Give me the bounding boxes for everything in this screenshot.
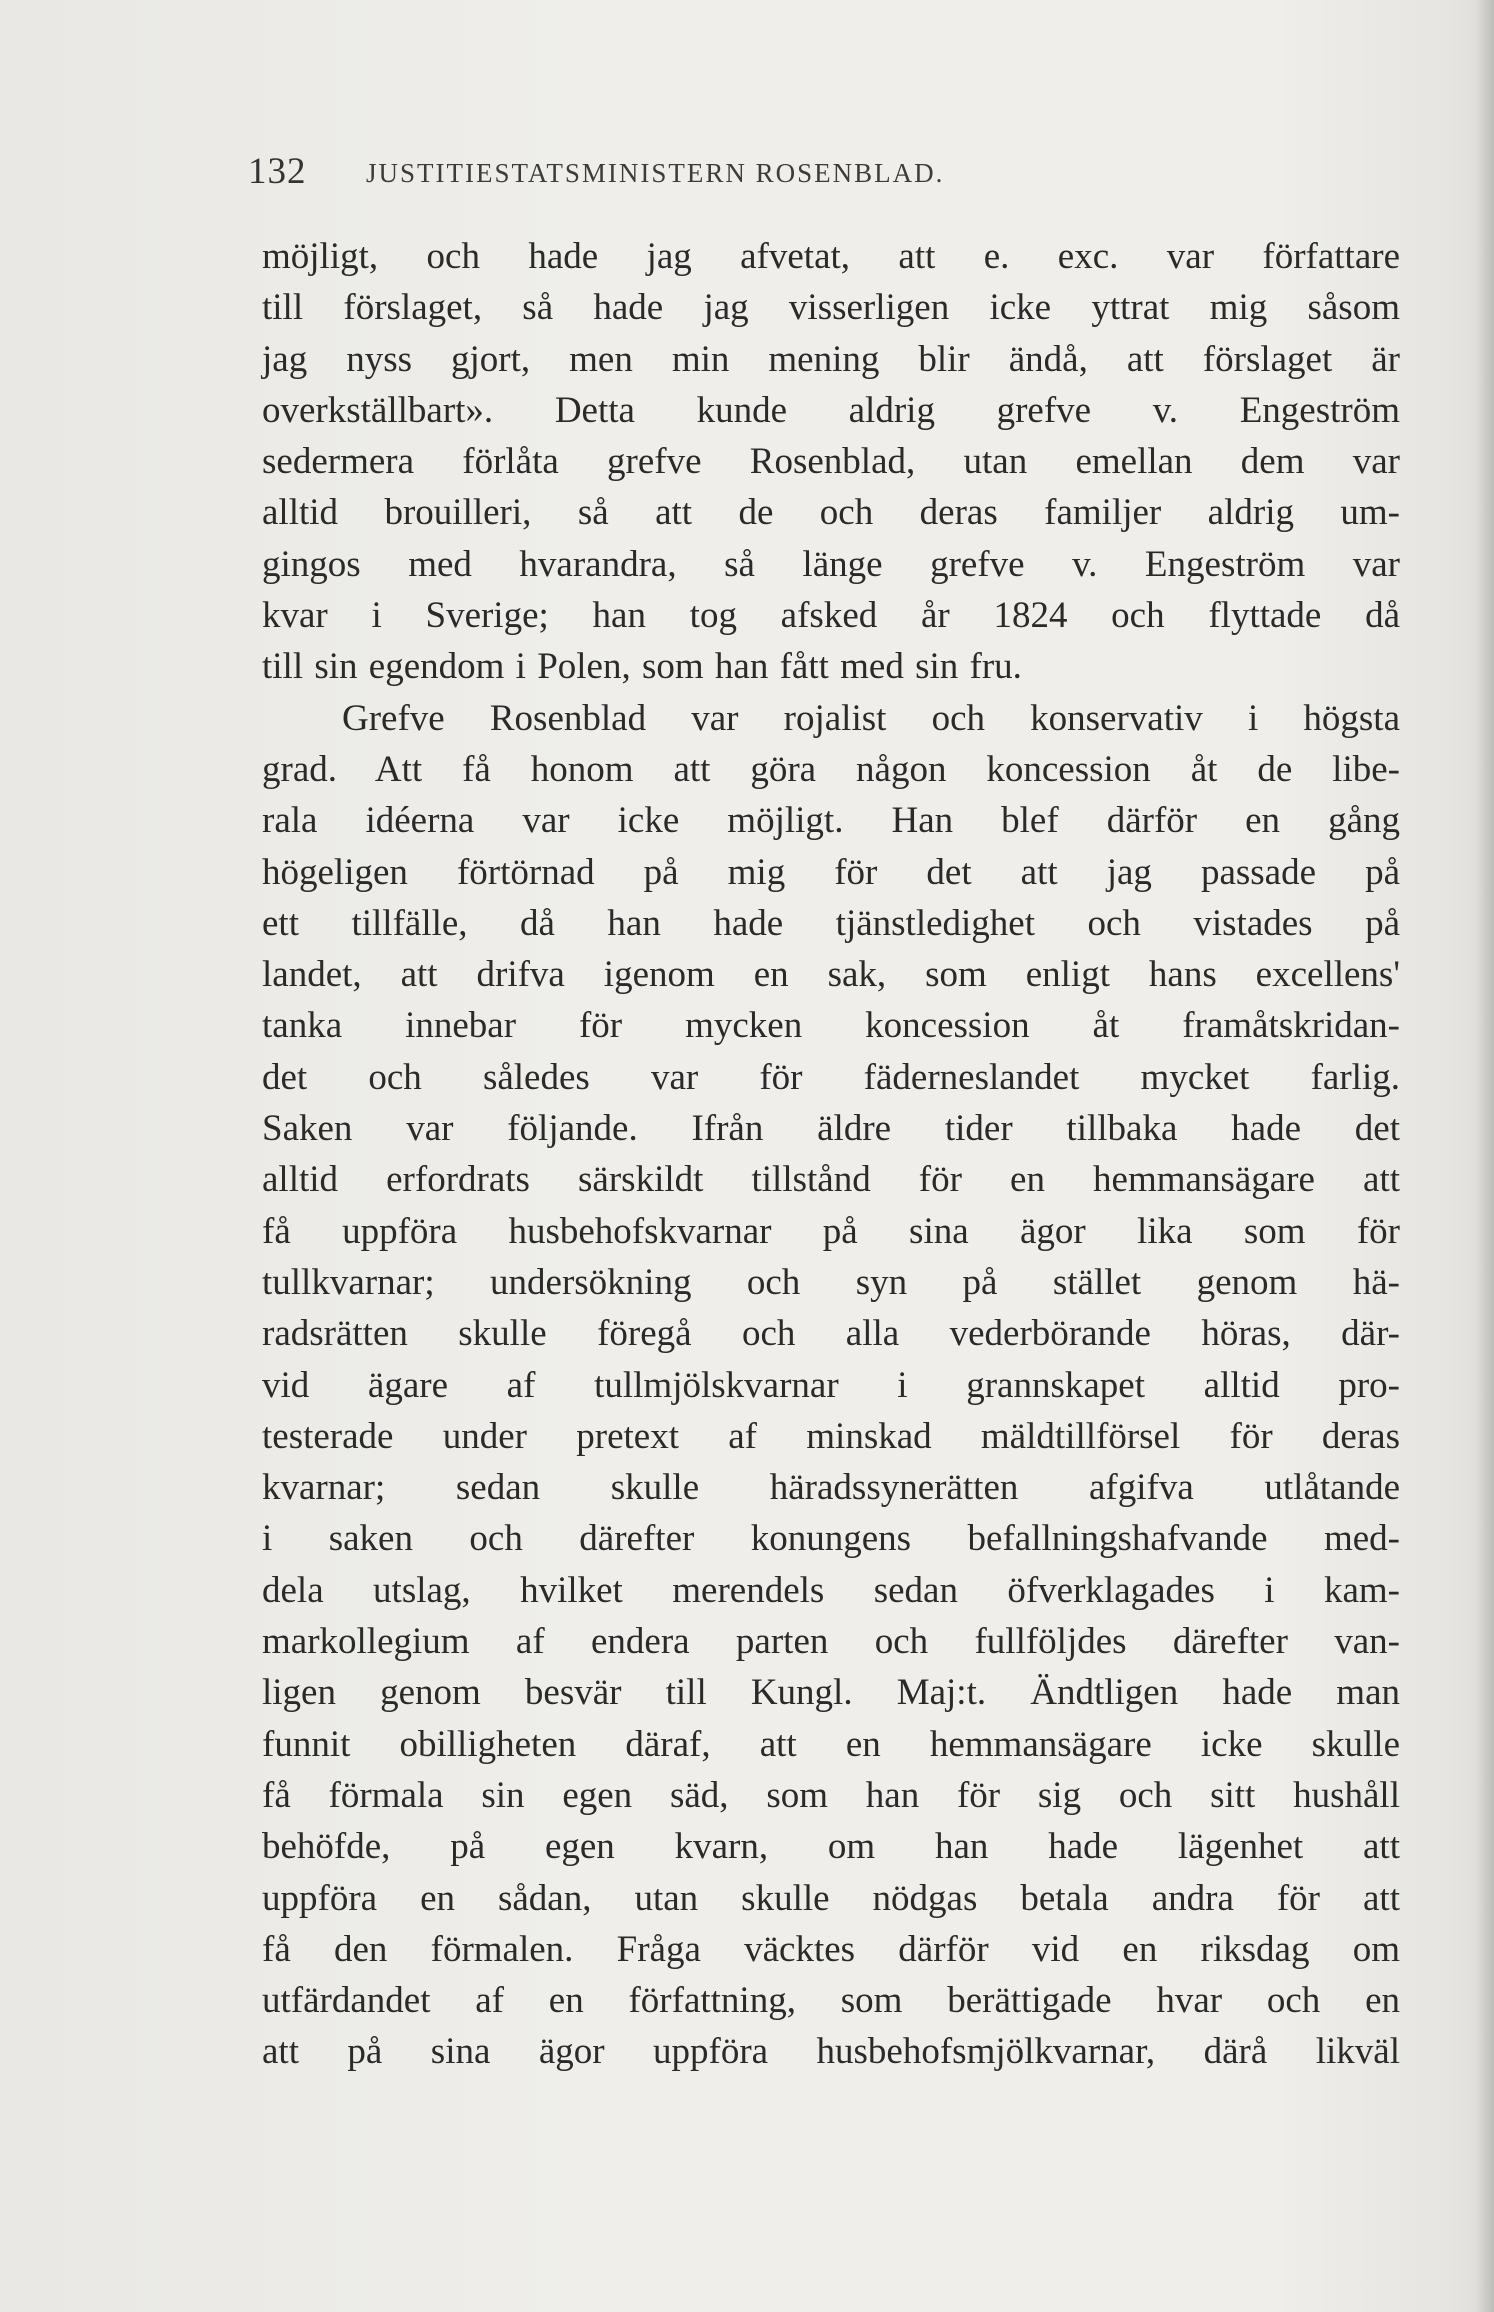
- text-line: till sin egendom i Polen, som han fått med sin fru.: [262, 646, 1022, 688]
- text-line: alltid brouilleri, så att de och deras familjer aldrig um-: [262, 492, 1400, 534]
- running-title: JUSTITIESTATSMINISTERN ROSENBLAD.: [366, 158, 945, 188]
- text-line: möjligt, och hade jag afvetat, att e. exc. var författare: [262, 236, 1400, 277]
- body-text: [262, 231, 1400, 2078]
- text-line: rala idéerna var icke möjligt. Han blef därför en gång: [262, 800, 1400, 842]
- text-line: testerade under pretext af minskad mäldtillförsel för deras: [262, 1415, 1400, 1457]
- text-line: att på sina ägor uppföra husbehofsmjölkvarnar, därå likväl: [262, 2031, 1400, 2073]
- text-line: få förmala sin egen säd, som han för sig och sitt hushåll: [262, 1774, 1400, 1816]
- text-line: jag nyss gjort, men min mening blir ändå, att förslaget är: [262, 338, 1400, 380]
- paragraph-start-line: Grefve Rosenblad var rojalist och konservativ i högsta: [342, 697, 1400, 739]
- text-line: högeligen förtörnad på mig för det att jag passade på: [262, 851, 1400, 893]
- text-line: overkställbart». Detta kunde aldrig grefve v. Engeström: [262, 389, 1400, 431]
- text-line: ligen genom besvär till Kungl. Maj:t. Ändtligen hade man: [262, 1672, 1400, 1714]
- text-line: dela utslag, hvilket merendels sedan öfverklagades i kam-: [262, 1569, 1400, 1611]
- text-line: det och således var för fäderneslandet mycket farlig.: [262, 1056, 1400, 1098]
- text-line: vid ägare af tullmjölskvarnar i grannskapet alltid pro-: [262, 1364, 1400, 1406]
- text-line: i saken och därefter konungens befallningshafvande med-: [262, 1518, 1400, 1560]
- text-line: landet, att drifva igenom en sak, som enligt hans excellens': [262, 954, 1400, 996]
- text-line: alltid erfordrats särskildt tillstånd för en hemmansägare att: [262, 1159, 1400, 1201]
- page-number: 132: [248, 151, 307, 192]
- text-line: funnit obilligheten däraf, att en hemmansägare icke skulle: [262, 1723, 1400, 1765]
- text-line: Saken var följande. Ifrån äldre tider tillbaka hade det: [262, 1108, 1400, 1150]
- text-line: tanka innebar för mycken koncession åt framåtskridan-: [262, 1005, 1400, 1047]
- text-line: till förslaget, så hade jag visserligen icke yttrat mig såsom: [262, 287, 1400, 329]
- text-line: utfärdandet af en författning, som berättigade hvar och en: [262, 1980, 1400, 2022]
- text-line: uppföra en sådan, utan skulle nödgas betala andra för att: [262, 1877, 1400, 1919]
- text-line: markollegium af endera parten och fullföljdes därefter van-: [262, 1621, 1400, 1663]
- text-line: tullkvarnar; undersökning och syn på stället genom hä-: [262, 1261, 1400, 1303]
- text-line: gingos med hvarandra, så länge grefve v. Engeström var: [262, 543, 1400, 585]
- running-head: [248, 150, 1398, 200]
- text-line: grad. Att få honom att göra någon koncession åt de libe-: [262, 748, 1400, 790]
- text-line: kvarnar; sedan skulle häradssynerätten afgifva utlåtande: [262, 1467, 1400, 1509]
- text-line: kvar i Sverige; han tog afsked år 1824 och flyttade då: [262, 595, 1400, 637]
- text-line: ett tillfälle, då han hade tjänstledighet och vistades på: [262, 902, 1400, 944]
- text-line: sedermera förlåta grefve Rosenblad, utan emellan dem var: [262, 441, 1400, 483]
- text-line: radsrätten skulle föregå och alla vederbörande höras, där-: [262, 1313, 1400, 1355]
- text-line: behöfde, på egen kvarn, om han hade lägenhet att: [262, 1826, 1400, 1868]
- page-edge-shadow: [1476, 0, 1494, 2312]
- text-line: få uppföra husbehofskvarnar på sina ägor lika som för: [262, 1210, 1400, 1252]
- text-line: få den förmalen. Fråga väcktes därför vid en riksdag om: [262, 1928, 1400, 1970]
